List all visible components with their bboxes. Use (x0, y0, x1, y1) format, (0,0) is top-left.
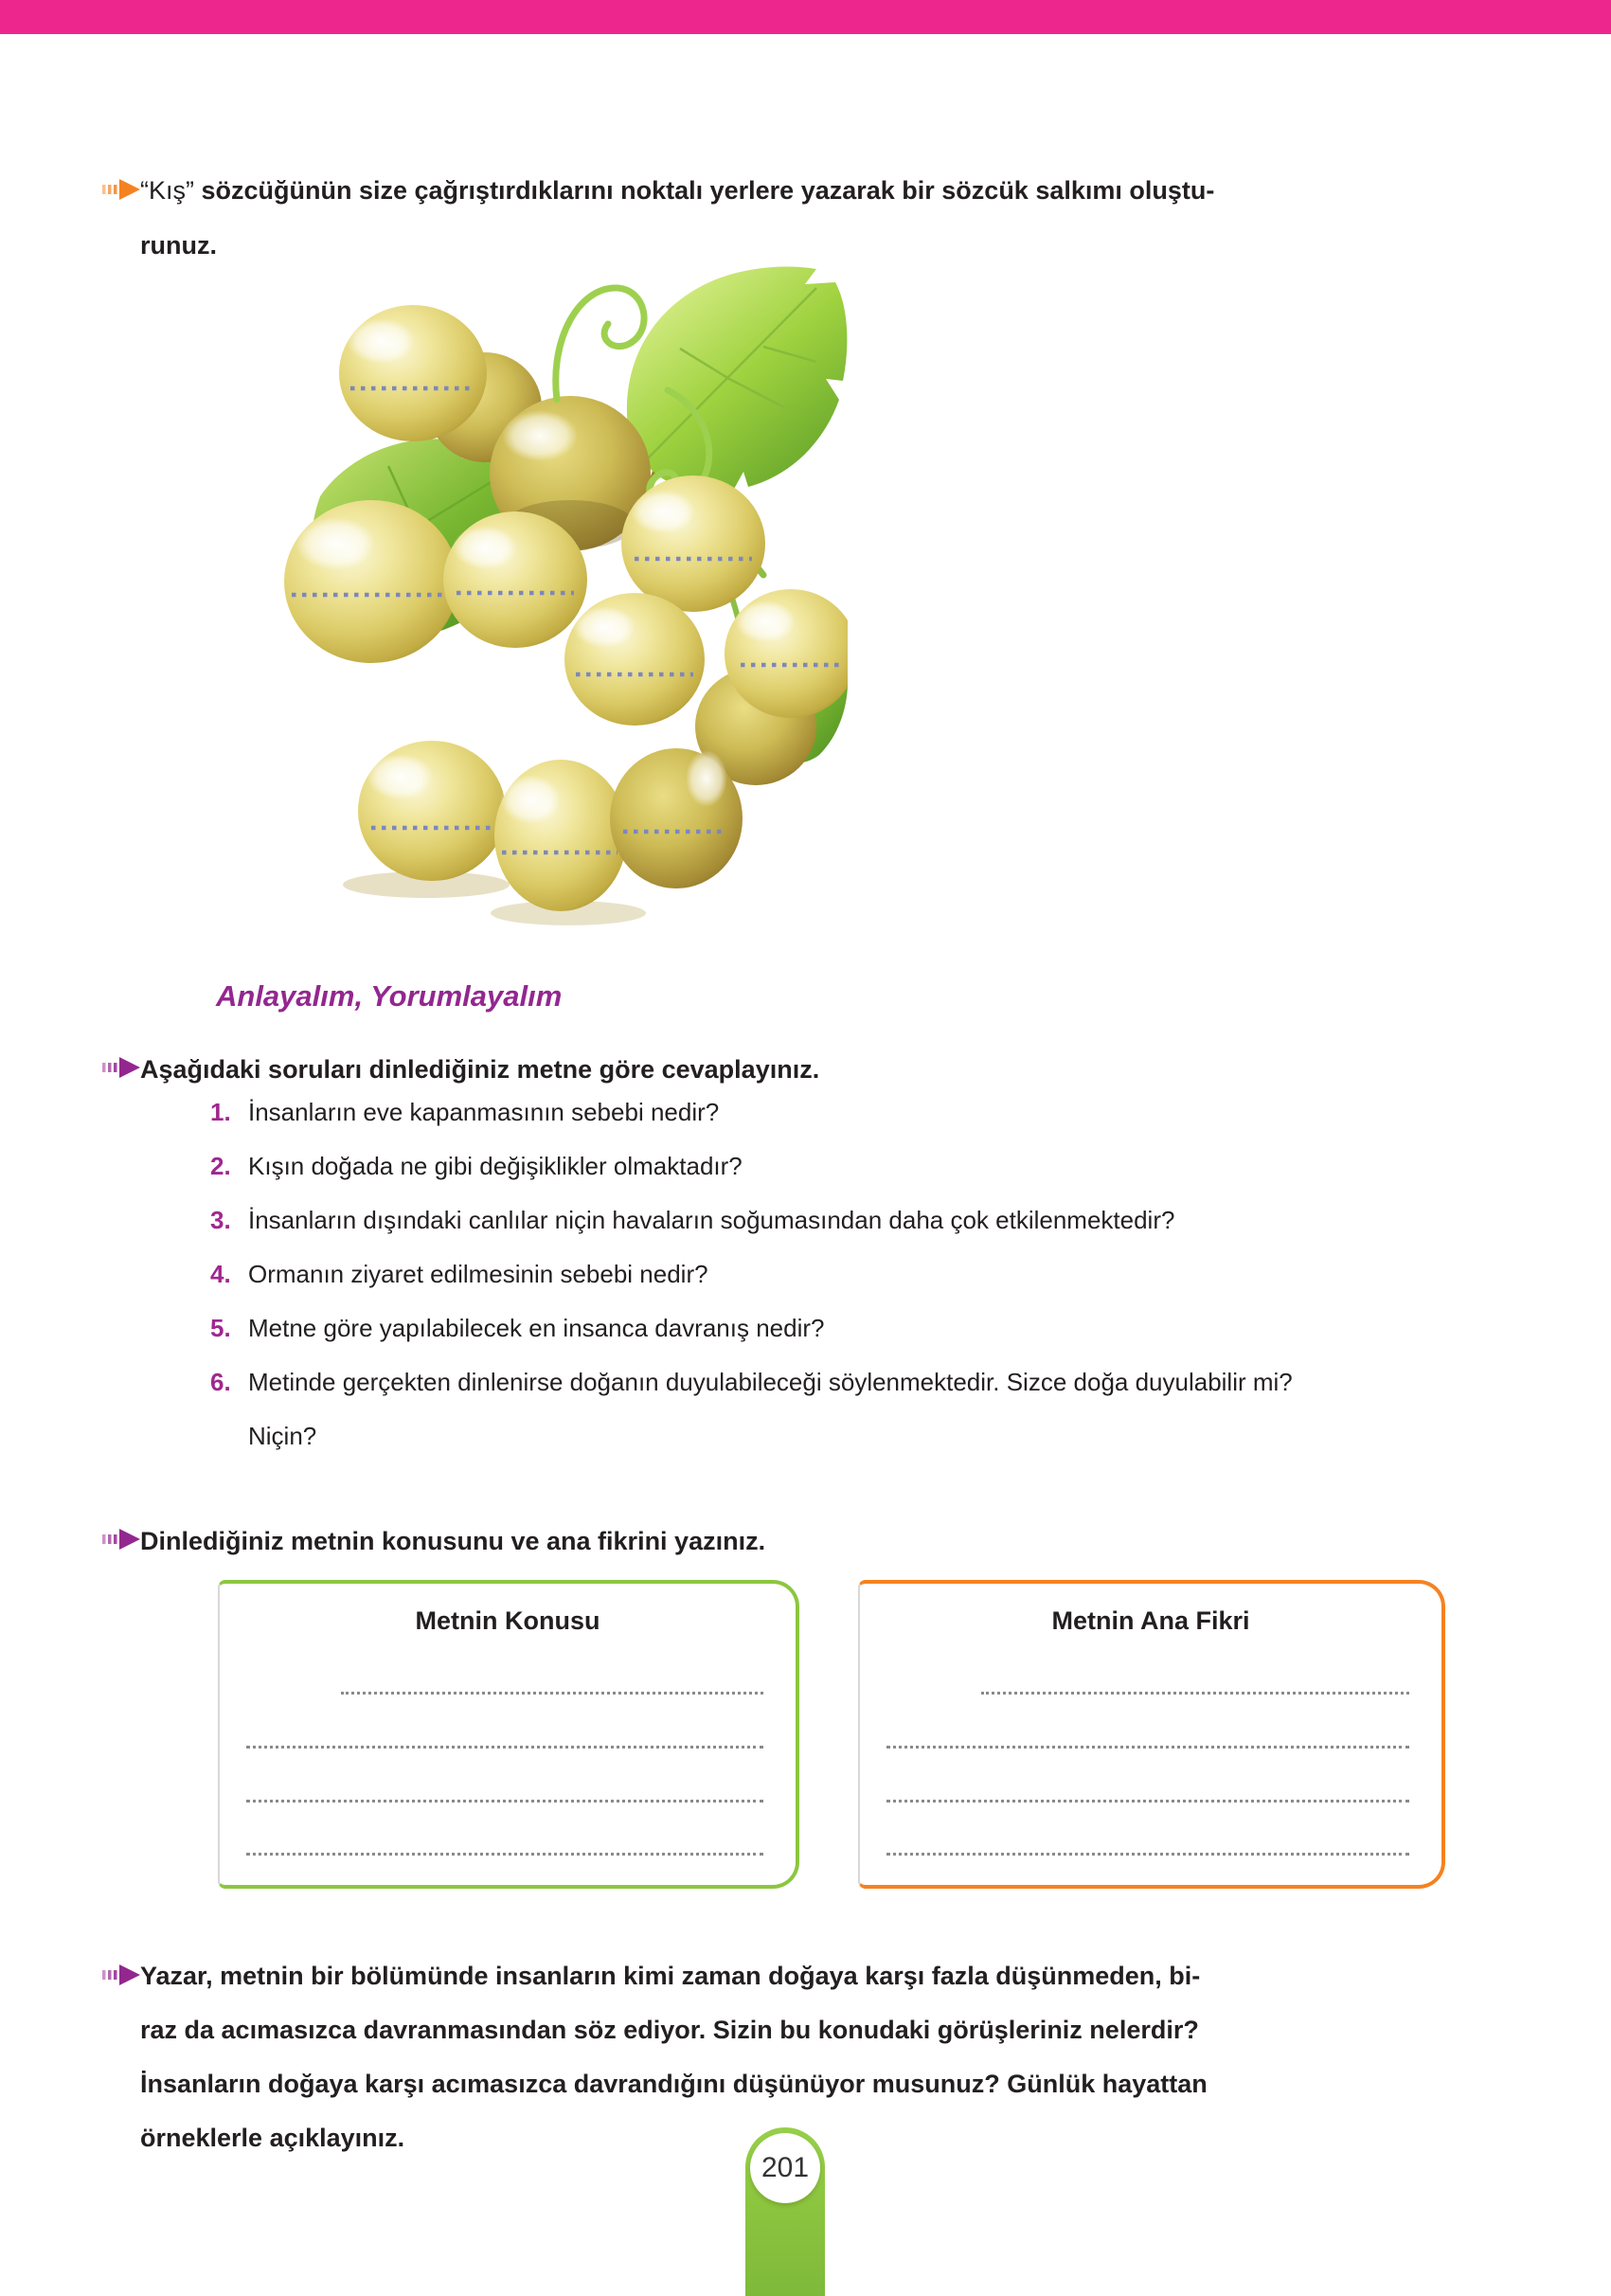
page-top-color-bar (0, 0, 1611, 34)
question-item (210, 1139, 1489, 1193)
arrow-right-icon (102, 177, 140, 202)
grape (564, 593, 705, 726)
question-text: Ormanın ziyaret edilmesinin sebebi nedir? (248, 1260, 708, 1288)
intro-line-1: “Kış” sözcüğünün size çağrıştırdıklarını noktalı yerlere yazarak bir sözcük salkımı oluştu- (140, 176, 1215, 205)
arrow-right-icon (102, 1055, 140, 1080)
grape-leaf (627, 266, 848, 493)
final-task-line: örneklerle açıklayınız. (140, 2124, 405, 2152)
listen-instruction: Aşağıdaki soruları dinlediğiniz metne göre cevaplayınız. (140, 1055, 820, 1084)
question-item (210, 1301, 1489, 1355)
question-number: 5. (210, 1314, 231, 1342)
write-line[interactable] (981, 1692, 1409, 1695)
write-line[interactable] (246, 1746, 763, 1749)
question-text: Metinde gerçekten dinlenirse doğanın duyulabileceği söylenmektedir. Sizce doğa duyulabilir mi? Niçin? (248, 1368, 1293, 1450)
grape (621, 475, 765, 612)
page-number: 201 (761, 2152, 810, 2183)
page-number-badge (750, 2133, 820, 2203)
question-text: İnsanların dışındaki canlılar niçin havaların soğumasından daha çok etkilenmektedir? (248, 1206, 1175, 1234)
grape (610, 748, 743, 888)
write-line[interactable] (886, 1746, 1409, 1749)
question-text: Kışın doğada ne gibi değişiklikler olmaktadır? (248, 1152, 743, 1180)
box-title: Metnin Konusu (415, 1606, 600, 1635)
question-number: 1. (210, 1098, 231, 1126)
write-line[interactable] (886, 1853, 1409, 1856)
grape (358, 741, 506, 881)
question-item (210, 1355, 1489, 1463)
final-task-line: raz da acımasızca davranmasından söz ediyor. Sizin bu konudaki görüşleriniz nelerdir? (140, 2016, 1199, 2044)
question-item (210, 1247, 1489, 1301)
final-task-line: Yazar, metnin bir bölümünde insanların kimi zaman doğaya karşı fazla düşünmeden, bi- (140, 1962, 1201, 1990)
grape-cluster-illustration (237, 248, 848, 954)
page-number-tab (745, 2127, 825, 2296)
grape (284, 500, 458, 663)
grape (339, 305, 487, 441)
question-text: Metne göre yapılabilecek en insanca davranış nedir? (248, 1314, 825, 1342)
question-number: 4. (210, 1260, 231, 1288)
question-number: 3. (210, 1206, 231, 1234)
grape (443, 511, 587, 648)
topic-box (218, 1580, 799, 1889)
question-number: 6. (210, 1368, 231, 1396)
write-line[interactable] (246, 1800, 763, 1803)
final-task-line: İnsanların doğaya karşı acımasızca davrandığını düşünüyor musunuz? Günlük hayattan (140, 2070, 1208, 2098)
topic-instruction: Dinlediğiniz metnin konusunu ve ana fikrini yazınız. (140, 1527, 766, 1555)
final-task-instruction (140, 1949, 1485, 2165)
question-number: 2. (210, 1152, 231, 1180)
main-idea-box (858, 1580, 1445, 1889)
arrow-right-icon (102, 1527, 140, 1552)
question-item (210, 1193, 1489, 1247)
write-line[interactable] (341, 1692, 763, 1695)
question-item (210, 1085, 1489, 1139)
write-line[interactable] (886, 1800, 1409, 1803)
intro-line-2: runuz. (140, 231, 217, 260)
question-list (210, 1085, 1489, 1463)
arrow-right-icon (102, 1963, 140, 1987)
box-title: Metnin Ana Fikri (1051, 1606, 1250, 1635)
write-line[interactable] (246, 1853, 763, 1856)
section-heading: Anlayalım, Yorumlayalım (216, 979, 563, 1013)
question-text: İnsanların eve kapanmasının sebebi nedir? (248, 1098, 720, 1126)
intro-lead-word: “Kış” (140, 176, 194, 205)
grape (494, 760, 627, 911)
